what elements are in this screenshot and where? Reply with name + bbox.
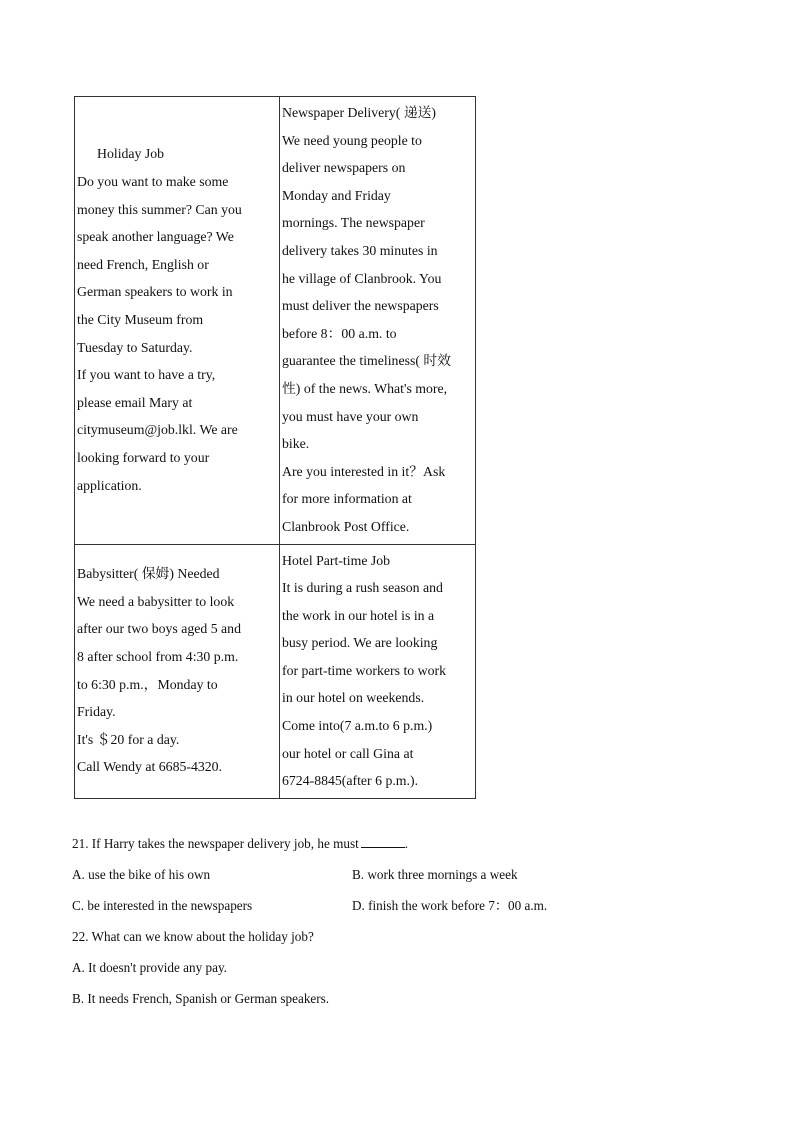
ad-text-line: guarantee the timeliness( 时效 (282, 353, 451, 369)
ad-text-line: We need a babysitter to look (77, 593, 235, 609)
options-row (72, 890, 732, 921)
holiday-job-ad (75, 97, 280, 545)
ad-title: Holiday Job (97, 146, 165, 162)
ad-text-line: It is during a rush season and (282, 580, 443, 596)
ad-text-line: It's ＄20 for a day. (77, 731, 180, 747)
ad-text-line: after our two boys aged 5 and (77, 621, 241, 637)
ad-text-line: you must have your own (282, 408, 419, 424)
ad-text-line: for more information at (282, 491, 412, 507)
ad-text-line: Call Wendy at 6685-4320. (77, 759, 223, 775)
ad-title: Hotel Part-time Job (282, 552, 391, 568)
question-21 (72, 828, 732, 859)
ad-title: Newspaper Delivery( 递送) (282, 105, 437, 120)
ad-text-line: our hotel or call Gina at (282, 745, 414, 761)
question-stem-end: . (404, 836, 409, 851)
ad-text-line: before 8：00 a.m. to (282, 325, 397, 341)
question-22 (72, 921, 732, 952)
ad-text-line: Are you interested in it？Ask (282, 463, 446, 479)
ad-text-line: 性) of the news. What's more, (282, 380, 448, 396)
ad-title: Babysitter( 保姆) Needed (77, 566, 220, 582)
option-row (72, 983, 732, 1014)
ad-text-line: speak another language? We (77, 229, 234, 245)
ad-text-line: bike. (282, 436, 310, 452)
ad-text-line: deliver newspapers on (282, 160, 406, 176)
ad-text-line: If you want to have a try, (77, 367, 216, 383)
ad-text-line: for part-time workers to work (282, 662, 446, 678)
table-row (75, 97, 476, 545)
question-stem: 22. What can we know about the holiday job? (72, 929, 314, 944)
option-b: B. work three mornings a week (352, 867, 518, 882)
table-row (75, 544, 476, 798)
option-c: C. be interested in the newspapers (72, 898, 253, 913)
ad-text-line: please email Mary at (77, 394, 193, 410)
ad-text-line: citymuseum@job.lkl. We are (77, 422, 238, 438)
hotel-part-time-ad (280, 544, 476, 798)
question-stem: 21. If Harry takes the newspaper delivery job, he must (72, 836, 359, 851)
option-a: A. use the bike of his own (72, 867, 211, 882)
option-d: D. finish the work before 7：00 a.m. (352, 898, 548, 913)
option-a: A. It doesn't provide any pay. (72, 960, 227, 975)
ad-text-line: Friday. (77, 704, 116, 720)
ad-text-line: Monday and Friday (282, 187, 391, 203)
option-b: B. It needs French, Spanish or German speakers. (72, 991, 330, 1006)
ad-text-line: must deliver the newspapers (282, 298, 439, 314)
ad-text-line: money this summer? Can you (77, 201, 242, 217)
ad-text-line: Do you want to make some (77, 173, 229, 189)
ad-text-line: 6724-8845(after 6 p.m.). (282, 773, 419, 789)
ad-text-line: delivery takes 30 minutes in (282, 242, 438, 258)
ad-text-line: application. (77, 477, 142, 493)
ad-text-line: German speakers to work in (77, 284, 233, 300)
ad-text-line: We need young people to (282, 132, 422, 148)
ad-text-line: the work in our hotel is in a (282, 607, 435, 623)
ad-text-line: need French, English or (77, 256, 209, 272)
question-section (72, 828, 732, 1014)
option-row (72, 952, 732, 983)
newspaper-delivery-ad (280, 97, 476, 545)
options-row (72, 859, 732, 890)
ad-text-line: busy period. We are looking (282, 635, 438, 651)
ad-text-line: to 6:30 p.m.，Monday to (77, 676, 218, 692)
ad-text-line: Clanbrook Post Office. (282, 518, 410, 534)
ad-text-line: looking forward to your (77, 449, 210, 465)
ad-text-line: the City Museum from (77, 311, 204, 327)
ad-text-line: in our hotel on weekends. (282, 690, 425, 706)
answer-blank (361, 833, 405, 848)
ad-text-line: Tuesday to Saturday. (77, 339, 193, 355)
ad-text-line: Come into(7 a.m.to 6 p.m.) (282, 718, 433, 734)
ad-text-line: he village of Clanbrook. You (282, 270, 442, 286)
job-ads-table (74, 96, 476, 799)
babysitter-ad (75, 544, 280, 798)
ad-text-line: 8 after school from 4:30 p.m. (77, 649, 239, 665)
ad-text-line: mornings. The newspaper (282, 215, 425, 231)
